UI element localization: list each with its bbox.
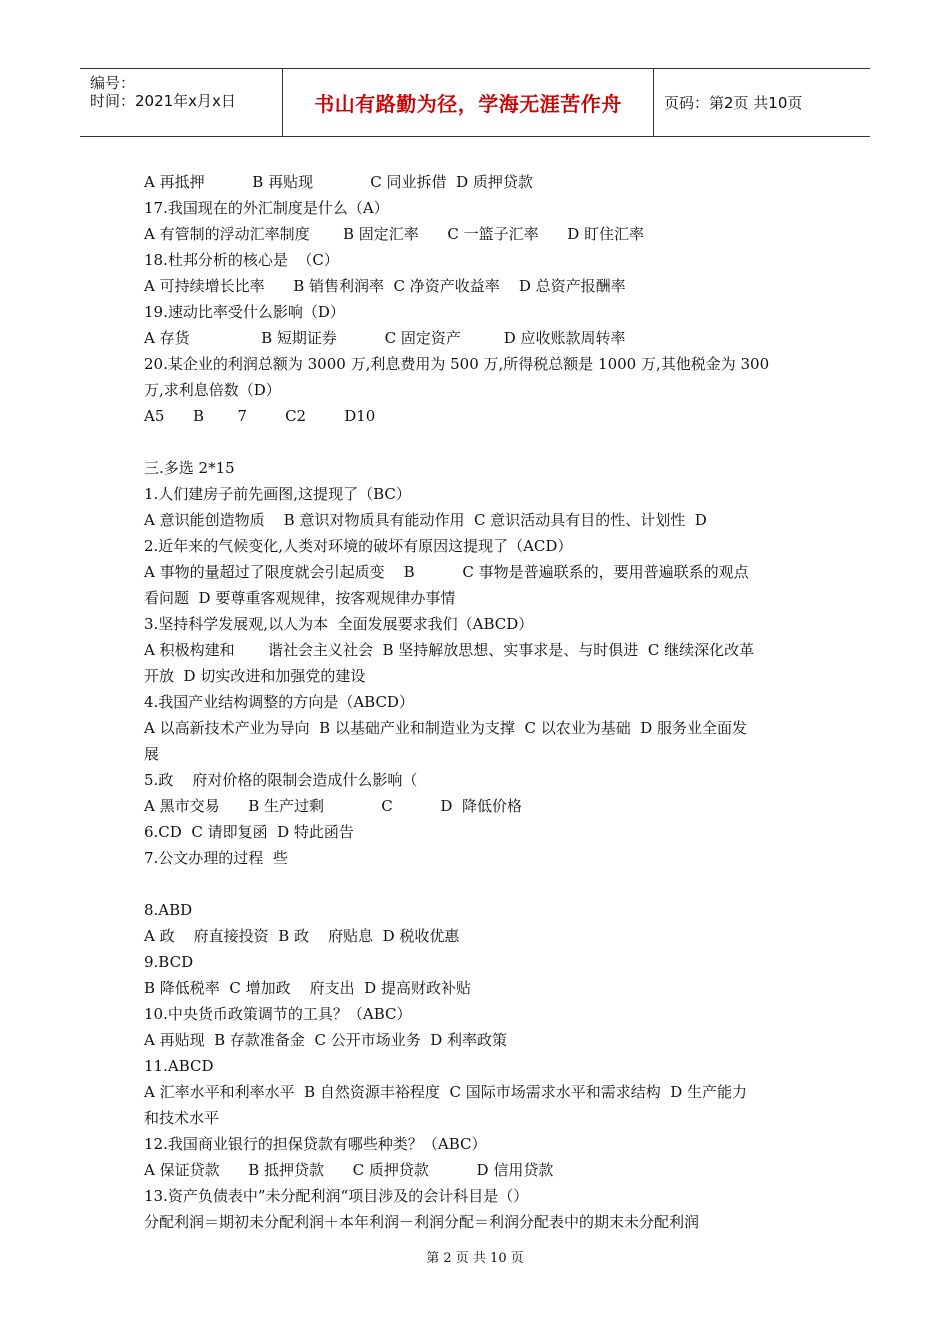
text-line: 分配利润＝期初未分配利润＋本年利润－利润分配＝利润分配表中的期末未分配利润 (144, 1213, 700, 1231)
text-line (144, 871, 824, 897)
text-line: 18.杜邦分析的核心是 （C） (144, 251, 339, 269)
text-line: 8.ABD (144, 901, 193, 919)
text-line: 展 (144, 745, 160, 763)
text-line (144, 429, 824, 455)
document-body (144, 169, 824, 1235)
header-page-info: 页码：第2页 共10页 (664, 94, 803, 112)
text-line: 三.多选 2*15 (144, 459, 235, 477)
text-line: B 降低税率 C 增加政 府支出 D 提高财政补贴 (144, 979, 471, 997)
text-line: A 积极构建和 谐社会主义社会 B 坚持解放思想、实事求是、与时俱进 C 继续深化改革 (144, 641, 755, 659)
text-line: A 以高新技术产业为导向 B 以基础产业和制造业为支撑 C 以农业为基础 D 服务业全面发 (144, 719, 748, 737)
text-line: A 有管制的浮动汇率制度 B 固定汇率 C 一篮子汇率 D 盯住汇率 (144, 225, 645, 243)
text-line: 4.我国产业结构调整的方向是（ABCD） (144, 693, 414, 711)
text-line: 17.我国现在的外汇制度是什么（A） (144, 199, 389, 217)
text-line: A 意识能创造物质 B 意识对物质具有能动作用 C 意识活动具有目的性、计划性 D (144, 511, 707, 529)
header-meta (80, 69, 283, 136)
text-line: 11.ABCD (144, 1057, 214, 1075)
text-line: 13.资产负债表中”未分配利润“项目涉及的会计科目是（） (144, 1187, 529, 1205)
text-line: 1.人们建房子前先画图,这提现了（BC） (144, 485, 411, 503)
page-footer: 第 2 页 共 10 页 (426, 1251, 524, 1266)
text-line: 3.坚持科学发展观,以人为本 全面发展要求我们（ABCD） (144, 615, 534, 633)
text-line: A 黑市交易 B 生产过剩 C D 降低价格 (144, 797, 522, 815)
page-header (80, 68, 870, 137)
text-line: 万,求利息倍数（D） (144, 381, 281, 399)
text-line: A 事物的量超过了限度就会引起质变 B C 事物是普遍联系的，要用普遍联系的观点 (144, 563, 749, 581)
text-line: A 政 府直接投资 B 政 府贴息 D 税收优惠 (144, 927, 460, 945)
text-line: 和技术水平 (144, 1109, 220, 1127)
text-line: A 存货 B 短期证券 C 固定资产 D 应收账款周转率 (144, 329, 626, 347)
text-line: A 汇率水平和利率水平 B 自然资源丰裕程度 C 国际市场需求水平和需求结构 D 生产能力 (144, 1083, 748, 1101)
text-line: A 保证贷款 B 抵押贷款 C 质押贷款 D 信用贷款 (144, 1161, 554, 1179)
header-motto: 书山有路勤为径，学海无涯苦作舟 (283, 69, 654, 136)
text-line: 12.我国商业银行的担保贷款有哪些种类？（ABC） (144, 1135, 487, 1153)
text-line: 20.某企业的利润总额为 3000 万,利息费用为 500 万,所得税总额是 1000 万,其他税金为 300 (144, 355, 770, 373)
text-line: 7.公文办理的过程 些 (144, 849, 288, 867)
text-line: A 可持续增长比率 B 销售利润率 C 净资产收益率 D 总资产报酬率 (144, 277, 626, 295)
text-line: A 再抵押 B 再贴现 C 同业拆借 D 质押贷款 (144, 173, 533, 191)
text-line: 开放 D 切实改进和加强党的建设 (144, 667, 366, 685)
document-date: 时间：2021年x月x日 (90, 92, 236, 110)
text-line: 9.BCD (144, 953, 194, 971)
text-line: A 再贴现 B 存款准备金 C 公开市场业务 D 利率政策 (144, 1031, 508, 1049)
text-line: 2.近年来的气候变化,人类对环境的破坏有原因这提现了（ACD） (144, 537, 573, 555)
text-line: 19.速动比率受什么影响（D） (144, 303, 345, 321)
text-line: 看问题 D 要尊重客观规律，按客观规律办事情 (144, 589, 456, 607)
document-number-label: 编号： (90, 74, 136, 92)
text-line: 6.CD C 请即复函 D 特此函告 (144, 823, 354, 841)
text-line: A5 B 7 C2 D10 (144, 407, 376, 425)
text-line: 10.中央货币政策调节的工具？（ABC） (144, 1005, 412, 1023)
text-line: 5.政 府对价格的限制会造成什么影响（ (144, 771, 418, 789)
